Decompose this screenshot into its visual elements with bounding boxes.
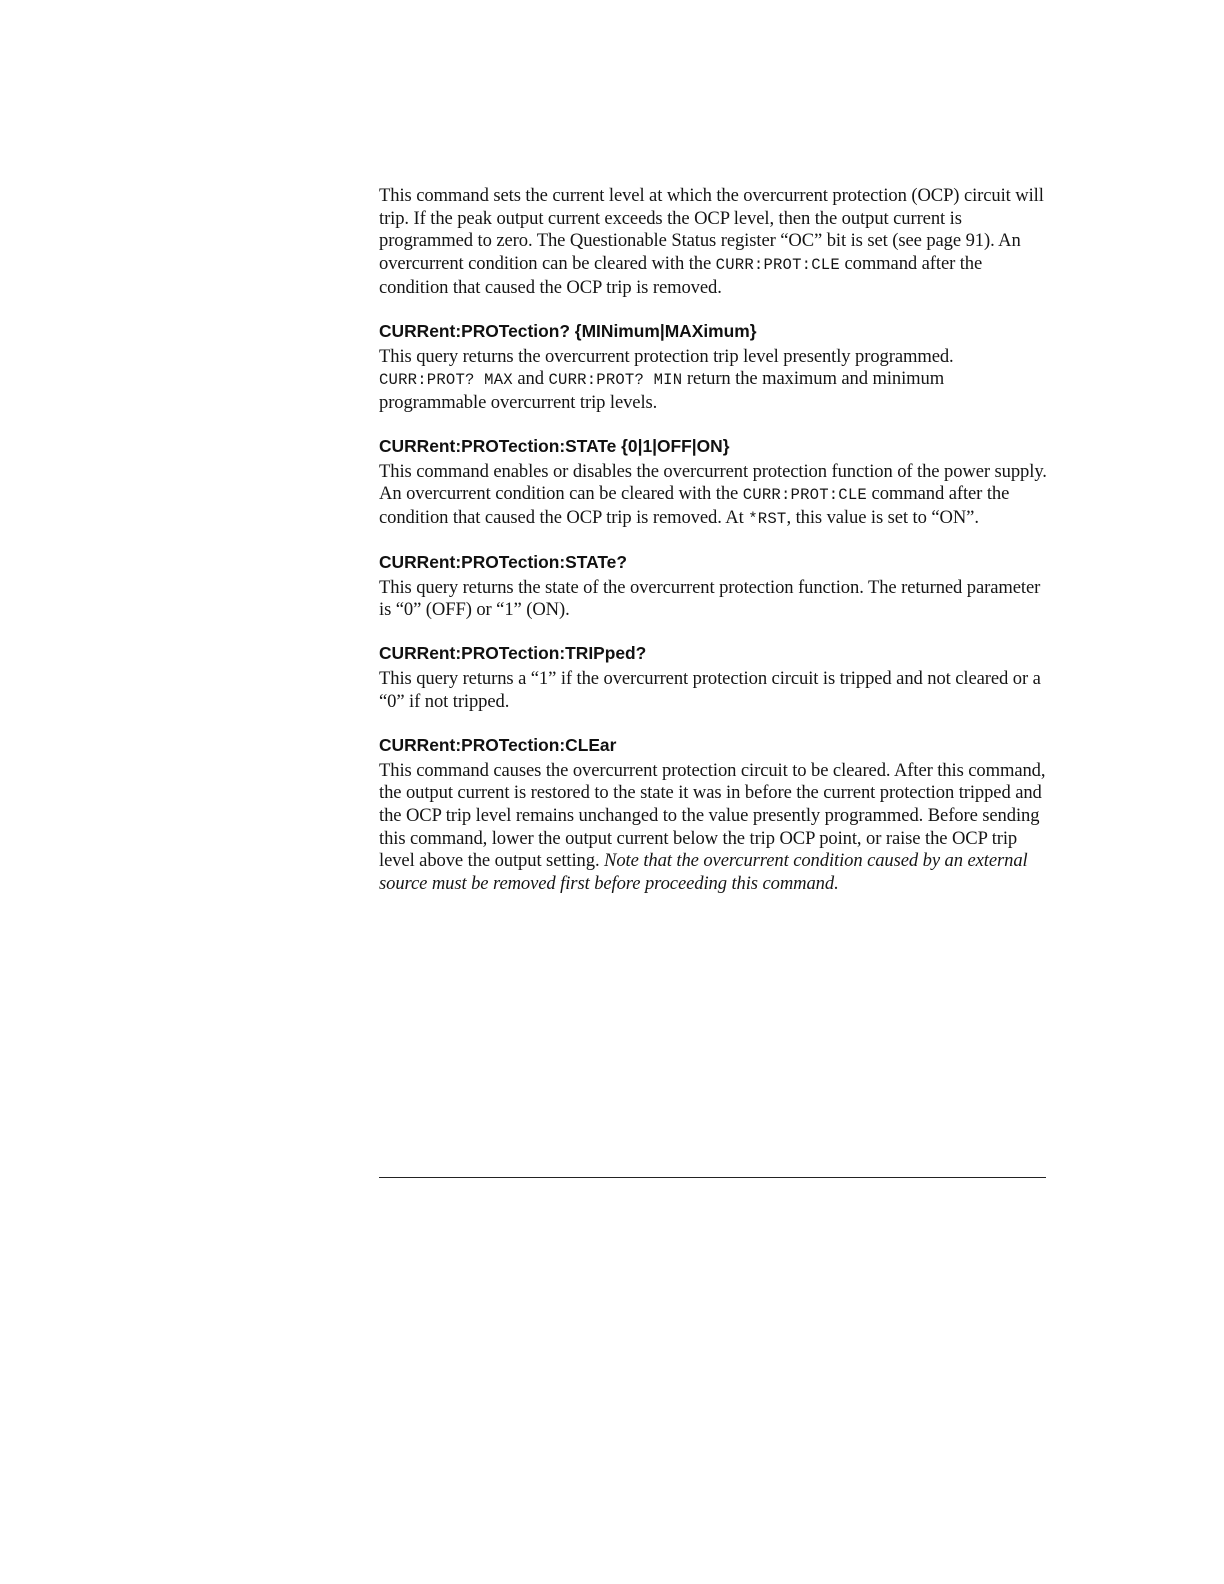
section-protection-tripped (379, 642, 1047, 713)
body-text: This command causes the overcurrent protection circuit to be cleared. After this command, the output current is restored to the state it was in before the current protection tripped and the OCP trip level remains unchanged to the value presently programmed. Before sending this command, lower the output current below the trip OCP point, or raise the OCP trip level above the output setting. (379, 759, 1046, 872)
section-protection-state-query (379, 551, 1047, 622)
section-heading: CURRent:PROTection:STATe? (379, 551, 627, 572)
section-heading: CURRent:PROTection:TRIPped? (379, 643, 647, 664)
intro-code-clear: CURR:PROT:CLE (715, 256, 840, 275)
intro-text-b: command after the condition that caused the OCP trip is removed. (379, 253, 983, 298)
section-body (379, 760, 1047, 896)
section-body (379, 346, 1047, 415)
section-protection-state (379, 435, 1047, 531)
main-content (379, 185, 1047, 896)
code-min: CURR:PROT? MIN (548, 371, 683, 390)
intro-paragraph (379, 185, 1047, 300)
code-max: CURR:PROT? MAX (379, 371, 513, 390)
body-text: This query returns the overcurrent protection trip level presently programmed. (379, 345, 954, 367)
body-text: command after the condition that caused the OCP trip is removed. At (379, 483, 1010, 529)
section-protection-clear (379, 734, 1047, 896)
body-text: , this value is set to “ON”. (786, 507, 979, 529)
section-body: This query returns a “1” if the overcurrent protection circuit is tripped and not cleared or a “0” if not tripped. (379, 668, 1041, 712)
footer-rule (379, 1177, 1046, 1178)
body-text: This command enables or disables the overcurrent protection function of the power supply. An overcurrent condition can be cleared with the (379, 460, 1047, 505)
code-rst: *RST (748, 510, 787, 529)
section-body (379, 461, 1047, 531)
section-heading: CURRent:PROTection:STATe {0|1|OFF|ON} (379, 435, 730, 456)
section-body: This query returns the state of the overcurrent protection function. The returned parameter is “0” (OFF) or “1” (ON). (379, 576, 1041, 621)
body-text: return the maximum and minimum programmable overcurrent trip levels. (379, 368, 945, 413)
section-heading: CURRent:PROTection? {MINimum|MAXimum} (379, 320, 757, 341)
italic-note: Note that the overcurrent condition caused by an external source must be removed first before proceeding this command. (379, 850, 1028, 895)
code-clear: CURR:PROT:CLE (742, 486, 867, 505)
body-text: and (512, 368, 549, 390)
section-heading: CURRent:PROTection:CLEar (379, 734, 617, 755)
intro-text-a: This command sets the current level at which the overcurrent protection (OCP) circuit will trip. If the peak output current exceeds the OCP level, then the output current is programmed to zero. The Questionable Status register “OC” bit is set (see page 91). An overcurrent condition can be cleared with the (379, 185, 1044, 275)
section-protection-query (379, 320, 1047, 415)
